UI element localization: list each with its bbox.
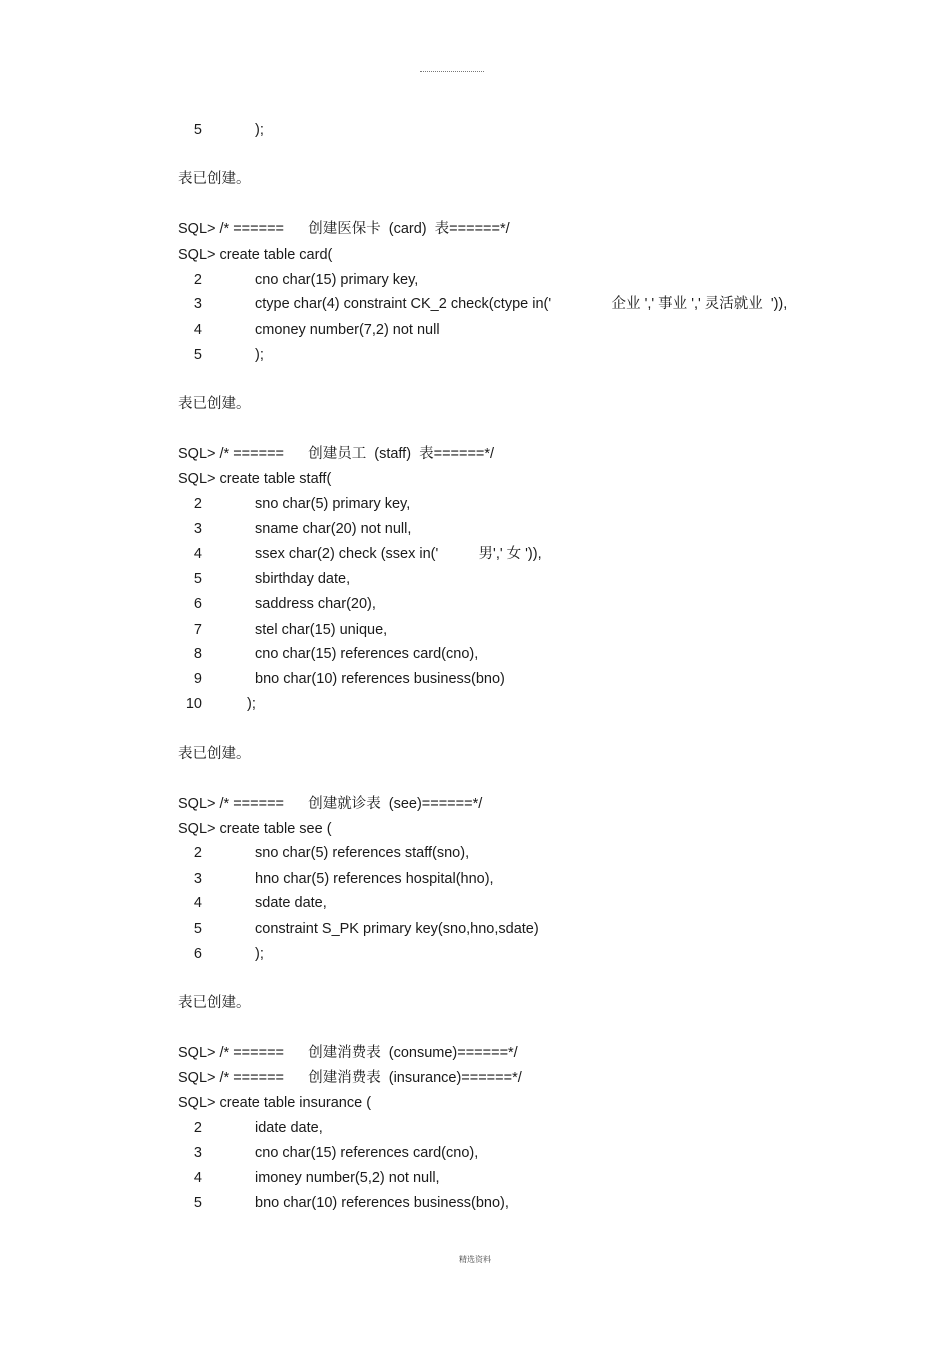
- line-code: hno char(5) references hospital(hno),: [255, 871, 494, 887]
- text-line: [0, 217, 950, 241]
- line-code: cno char(15) references card(cno),: [255, 1145, 479, 1161]
- code-line: [0, 1116, 950, 1140]
- line-code: imoney number(5,2) not null,: [255, 1170, 440, 1186]
- line-number: 2: [193, 845, 202, 861]
- line-number: 2: [193, 1120, 202, 1136]
- text-line: [0, 167, 950, 191]
- code-line: [0, 343, 950, 367]
- line-code: sdate date,: [255, 895, 327, 911]
- line-code: sno char(5) primary key,: [255, 496, 411, 512]
- line-text: SQL> create table see (: [178, 821, 332, 837]
- line-number: 3: [193, 871, 202, 887]
- line-number: 2: [193, 496, 202, 512]
- code-line: [0, 667, 950, 691]
- line-text: 表已创建。: [178, 396, 251, 412]
- line-code: idate date,: [255, 1120, 323, 1136]
- line-code: saddress char(20),: [255, 596, 376, 612]
- text-line: [0, 991, 950, 1015]
- line-number: 9: [193, 671, 202, 687]
- line-number: 6: [193, 946, 202, 962]
- code-line: [0, 1166, 950, 1190]
- code-line: [0, 867, 950, 891]
- line-code: sname char(20) not null,: [255, 521, 412, 537]
- code-line: [0, 942, 950, 966]
- line-number: 10: [185, 696, 202, 712]
- text-line: [0, 243, 950, 267]
- line-number: 4: [193, 546, 202, 562]
- line-code: );: [255, 946, 264, 962]
- code-line: [0, 318, 950, 342]
- line-text: SQL> /* ====== 创建消费表 (insurance)======*/: [178, 1070, 522, 1086]
- line-number: 6: [193, 596, 202, 612]
- page-footer: 精选资料: [459, 1255, 491, 1264]
- line-number: 7: [193, 622, 202, 638]
- code-line: [0, 492, 950, 516]
- line-text: SQL> create table insurance (: [178, 1095, 372, 1111]
- line-text: SQL> /* ====== 创建员工 (staff) 表======*/: [178, 446, 495, 462]
- code-line: [0, 118, 950, 142]
- line-text: SQL> /* ====== 创建医保卡 (card) 表======*/: [178, 221, 510, 237]
- line-number: 3: [193, 521, 202, 537]
- line-code: sno char(5) references staff(sno),: [255, 845, 470, 861]
- header-dotted-rule: [420, 71, 484, 72]
- text-line: [0, 792, 950, 816]
- line-number: 5: [193, 347, 202, 363]
- text-line: [0, 1066, 950, 1090]
- line-text: SQL> create table staff(: [178, 471, 332, 487]
- line-code: bno char(10) references business(bno): [255, 671, 505, 687]
- line-number: 2: [193, 272, 202, 288]
- code-line: [0, 642, 950, 666]
- line-number: 5: [193, 571, 202, 587]
- line-number: 4: [193, 322, 202, 338]
- line-code: );: [255, 347, 264, 363]
- line-text: 表已创建。: [178, 995, 251, 1011]
- line-code: cno char(15) references card(cno),: [255, 646, 479, 662]
- line-text: SQL> create table card(: [178, 247, 333, 263]
- line-code: constraint S_PK primary key(sno,hno,sdate): [255, 921, 539, 937]
- line-text: SQL> /* ====== 创建消费表 (consume)======*/: [178, 1045, 518, 1061]
- code-line: [0, 268, 950, 292]
- code-line: [0, 517, 950, 541]
- code-line: [0, 618, 950, 642]
- text-line: [0, 742, 950, 766]
- line-code: );: [255, 122, 264, 138]
- text-line: [0, 817, 950, 841]
- line-text: SQL> /* ====== 创建就诊表 (see)======*/: [178, 796, 483, 812]
- line-code: cmoney number(7,2) not null: [255, 322, 440, 338]
- code-line: [0, 292, 950, 316]
- text-line: [0, 1041, 950, 1065]
- line-code: bno char(10) references business(bno),: [255, 1195, 509, 1211]
- text-line: [0, 442, 950, 466]
- text-line: [0, 392, 950, 416]
- line-number: 4: [193, 895, 202, 911]
- code-line: [0, 1191, 950, 1215]
- line-code: );: [247, 696, 256, 712]
- line-number: 5: [193, 122, 202, 138]
- line-code: sbirthday date,: [255, 571, 351, 587]
- line-number: 3: [193, 1145, 202, 1161]
- code-line: [0, 917, 950, 941]
- line-number: 3: [193, 296, 202, 312]
- code-line: [0, 841, 950, 865]
- line-text: 表已创建。: [178, 171, 251, 187]
- line-code: cno char(15) primary key,: [255, 272, 419, 288]
- line-code: ctype char(4) constraint CK_2 check(ctype in(' 企业 ',' 事业 ',' 灵活就业 ')),: [255, 296, 788, 312]
- text-line: [0, 467, 950, 491]
- line-number: 5: [193, 1195, 202, 1211]
- code-line: [0, 692, 950, 716]
- code-line: [0, 592, 950, 616]
- code-line: [0, 891, 950, 915]
- line-number: 8: [193, 646, 202, 662]
- code-line: [0, 567, 950, 591]
- line-code: stel char(15) unique,: [255, 622, 388, 638]
- text-line: [0, 1091, 950, 1115]
- code-line: [0, 1141, 950, 1165]
- line-code: ssex char(2) check (ssex in(' 男',' 女 ')),: [255, 546, 542, 562]
- line-number: 4: [193, 1170, 202, 1186]
- line-text: 表已创建。: [178, 746, 251, 762]
- code-line: [0, 542, 950, 566]
- line-number: 5: [193, 921, 202, 937]
